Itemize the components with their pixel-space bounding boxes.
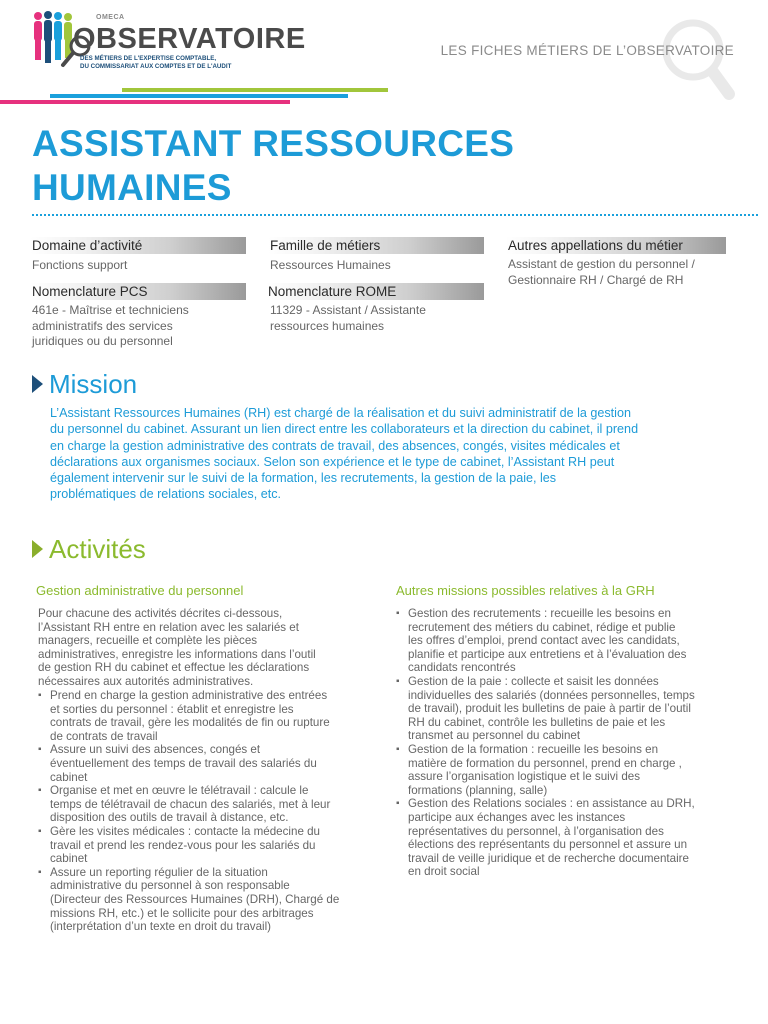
list-item bbox=[396, 743, 756, 797]
list-item-line: recrutement des métiers du cabinet, rédige et publie bbox=[408, 620, 676, 634]
list-item-line: de contrats de travail bbox=[50, 729, 158, 743]
mission-line: déclarations aux organismes sociaux. Selon son expérience et le type de cabinet, l’Assistant RH peut bbox=[50, 454, 615, 469]
list-item bbox=[38, 689, 378, 743]
list-item-line: cabinet bbox=[50, 852, 88, 866]
list-item-line: ▪ Gestion de la formation : recueille les besoins en bbox=[408, 742, 659, 756]
list-item-line: matière de formation du personnel, prend en charge , bbox=[408, 756, 682, 770]
observatoire-logo bbox=[30, 10, 306, 80]
mission-text bbox=[50, 405, 720, 503]
list-item-line: travail et prend les rendez-vous pour les salariés du bbox=[50, 838, 316, 852]
mission-line: du personnel du cabinet. Assurant un lien direct entre les collaborateurs et la direction du cabinet, il prend bbox=[50, 422, 639, 437]
list-item-line: ▪ Gestion des Relations sociales : en assistance au DRH, bbox=[408, 797, 695, 811]
logo-title: OBSERVATOIRE bbox=[73, 23, 306, 55]
list-item-line: transmet au personnel du cabinet bbox=[408, 729, 581, 743]
autres-appellations-value bbox=[508, 257, 695, 288]
list-item bbox=[38, 743, 378, 784]
job-title bbox=[32, 122, 592, 210]
right-column-title: Autres missions possibles relatives à la GRH bbox=[396, 583, 655, 598]
logo-small-text: OMECA bbox=[96, 14, 125, 21]
domaine-label: Domaine d’activité bbox=[30, 237, 246, 254]
value-line: 461e - Maîtrise et techniciens bbox=[32, 303, 189, 317]
list-item-line: travail de veille juridique et de recherche documentaire bbox=[408, 851, 689, 865]
list-item-line: élections des représentants du personnel et assure un bbox=[408, 838, 688, 852]
famille-value: Ressources Humaines bbox=[270, 258, 391, 272]
list-item bbox=[396, 797, 756, 879]
list-item-line: ▪ Assure un reporting régulier de la situation bbox=[50, 865, 268, 879]
list-item bbox=[396, 675, 756, 743]
mission-line: en charge la gestion administrative des contrats de travail, des absences, congés, visites médicales et bbox=[50, 438, 620, 453]
list-item-line: disposition des outils de travail à distance, etc. bbox=[50, 811, 289, 825]
list-item-line: missions RH, etc.) et le sollicite pour des arbitrages bbox=[50, 906, 314, 920]
list-item-line: RH du cabinet, contrôle les bulletins de paie et les bbox=[408, 715, 666, 729]
right-column-list bbox=[396, 607, 756, 879]
rome-label: Nomenclature ROME bbox=[266, 283, 484, 300]
title-separator bbox=[32, 214, 758, 216]
activites-heading-label: Activités bbox=[49, 534, 146, 564]
list-item-line: les offres d’emploi, prend contact avec les candidats, bbox=[408, 634, 680, 648]
value-line: juridiques ou du personnel bbox=[32, 334, 173, 348]
domaine-value: Fonctions support bbox=[32, 258, 128, 272]
value-line: administratifs des services bbox=[32, 318, 173, 333]
decor-stripe-blue bbox=[50, 94, 348, 98]
list-item-line: planifie et participe aux entretiens et à l’évaluation des bbox=[408, 647, 687, 661]
list-item-line: cabinet bbox=[50, 770, 88, 784]
logo-subtitle-line: DES MÉTIERS DE L'EXPERTISE COMPTABLE, bbox=[80, 55, 217, 62]
list-item bbox=[38, 866, 378, 934]
list-item-line: ▪ Prend en charge la gestion administrative des entrées bbox=[50, 689, 328, 702]
list-item-line: administrative du personnel à son responsable bbox=[50, 879, 290, 893]
list-item bbox=[38, 825, 378, 866]
intro-line: administratives, enregistre les informations dans l’outil bbox=[38, 647, 316, 661]
logo-subtitle bbox=[80, 55, 300, 70]
rome-value bbox=[270, 303, 426, 334]
list-item-line: en droit social bbox=[408, 865, 480, 879]
intro-line: nécessaires aux autorités administratives. bbox=[38, 674, 254, 688]
pcs-value bbox=[32, 303, 189, 350]
intro-line: Pour chacune des activités décrites ci-dessous, bbox=[38, 607, 283, 620]
mission-heading-label: Mission bbox=[49, 369, 138, 399]
list-item-line: contrats de travail, gère les modalités de fin ou rupture bbox=[50, 716, 330, 730]
intro-line: de gestion RH du cabinet et effectue les déclarations bbox=[38, 661, 310, 675]
list-item-line: et sorties du personnel : établit et enregistre les bbox=[50, 702, 294, 716]
mission-line: problématiques de relations sociales, etc. bbox=[50, 487, 282, 502]
value-line: 11329 - Assistant / Assistante bbox=[270, 303, 426, 317]
left-column-list bbox=[38, 689, 378, 934]
decor-stripe-pink bbox=[0, 100, 290, 104]
list-item-line: participe aux échanges avec les instances bbox=[408, 810, 626, 824]
autres-appellations-label: Autres appellations du métier bbox=[506, 237, 726, 254]
list-item-line: formations (planning, salle) bbox=[408, 783, 548, 797]
intro-line: managers, recueille et complète les pièces bbox=[38, 634, 258, 648]
list-item-line: (interprétation d’un texte en droit du travail) bbox=[50, 920, 272, 934]
list-item-line: temps de télétravail de chacun des salariés, met à leur bbox=[50, 797, 331, 811]
list-item-line: individuelles des salariés (données personnelles, temps bbox=[408, 688, 695, 702]
list-item-line: candidats rencontrés bbox=[408, 661, 516, 675]
value-line: Assistant de gestion du personnel / bbox=[508, 257, 695, 271]
pcs-label: Nomenclature PCS bbox=[30, 283, 246, 300]
left-column-intro bbox=[38, 607, 368, 689]
value-line: ressources humaines bbox=[270, 318, 385, 333]
left-column-title: Gestion administrative du personnel bbox=[36, 583, 244, 598]
list-item-line: assure l’organisation logistique et le suivi des bbox=[408, 770, 641, 784]
list-item-line: ▪ Gestion de la paie : collecte et saisit les données bbox=[408, 674, 659, 688]
list-item-line: ▪ Gère les visites médicales : contacte la médecine du bbox=[50, 824, 321, 838]
list-item-line: (Directeur des Ressources Humaines (DRH), Chargé de bbox=[50, 892, 340, 906]
decor-stripe-green bbox=[122, 88, 388, 92]
list-item bbox=[38, 784, 378, 825]
famille-label: Famille de métiers bbox=[268, 237, 484, 254]
list-item-line: ▪ Assure un suivi des absences, congés et bbox=[50, 743, 261, 757]
list-item-line: ▪ Gestion des recrutements : recueille les besoins en bbox=[408, 607, 671, 620]
logo-subtitle-line: DU COMMISSARIAT AUX COMPTES ET DE L'AUDIT bbox=[80, 62, 232, 70]
header-tagline: LES FICHES MÉTIERS DE L’OBSERVATOIRE bbox=[440, 43, 734, 58]
arrow-right-icon bbox=[32, 375, 43, 393]
arrow-right-icon bbox=[32, 540, 43, 558]
magnifier-icon bbox=[655, 14, 737, 102]
list-item-line: éventuellement des temps de travail des salariés du bbox=[50, 756, 317, 770]
value-line: Gestionnaire RH / Chargé de RH bbox=[508, 272, 684, 287]
list-item-line: de travail), produit les bulletins de paie à partir de l’outil bbox=[408, 702, 691, 716]
list-item-line: ▪ Organise et met en œuvre le télétravail : calcule le bbox=[50, 784, 309, 798]
mission-heading bbox=[32, 369, 137, 399]
job-title-line: ASSISTANT RESSOURCES bbox=[32, 123, 515, 164]
mission-line: également intervenir sur le suivi de la formation, les recrutements, la gestion de la paie, les bbox=[50, 471, 557, 486]
mission-line: L’Assistant Ressources Humaines (RH) est chargé de la réalisation et du suivi administratif de la gestion bbox=[50, 406, 631, 420]
job-title-line: HUMAINES bbox=[32, 167, 232, 208]
activites-heading bbox=[32, 534, 146, 564]
intro-line: l’Assistant RH entre en relation avec les salariés et bbox=[38, 620, 299, 634]
list-item bbox=[396, 607, 756, 675]
list-item-line: représentatives du personnel, à l’organisation des bbox=[408, 824, 664, 838]
